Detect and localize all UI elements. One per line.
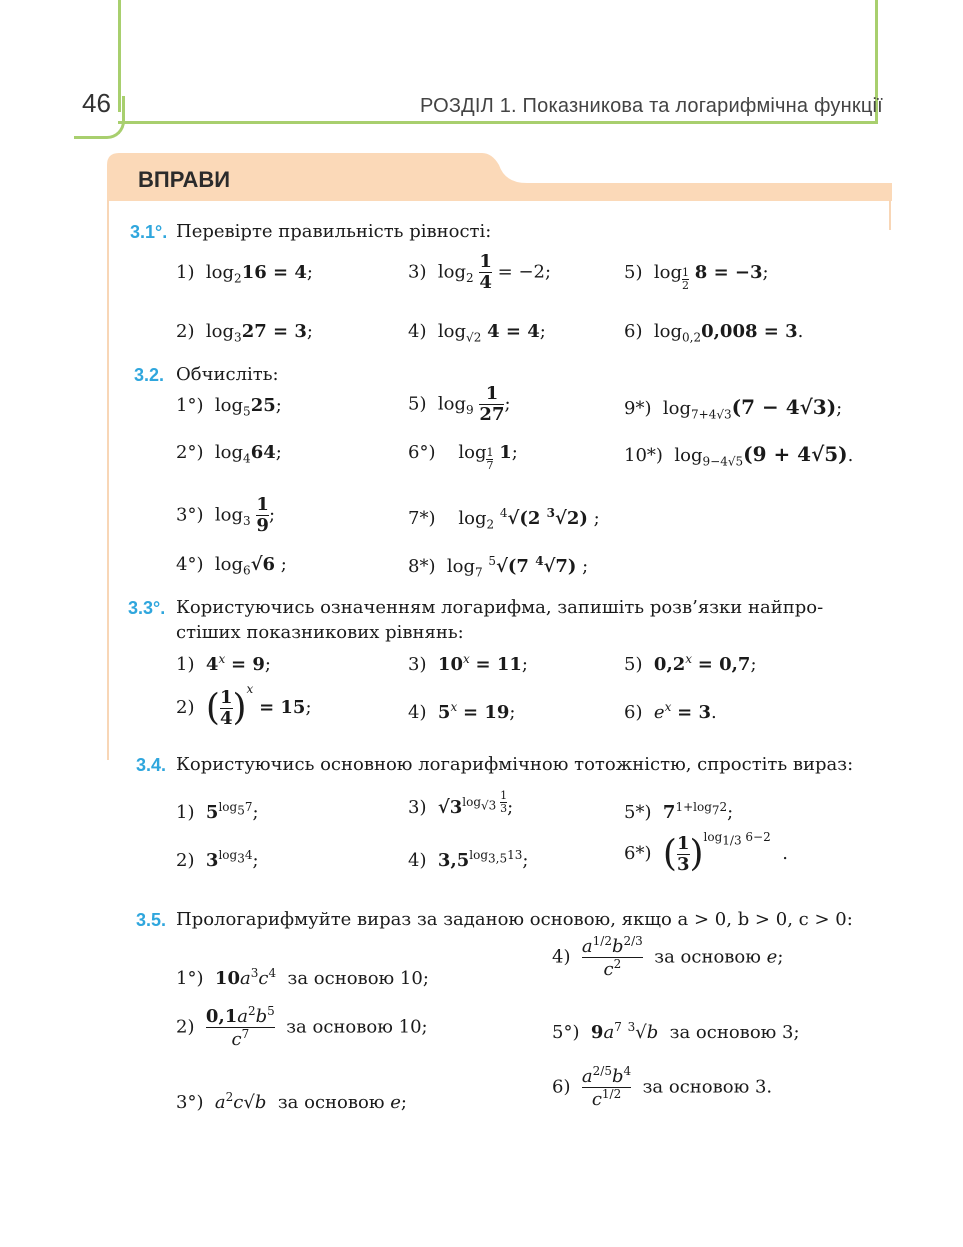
section-title: ВПРАВИ <box>138 167 231 192</box>
exercise-number: 3.2. <box>134 365 165 385</box>
page-frame-horizontal <box>118 121 878 124</box>
exercise-item: 1) $\log_216 = 4$; <box>176 262 313 286</box>
exercise-item: 2) $3^{log_34}$; <box>176 848 259 871</box>
exercise-item: 2) ( $\frac{1}{4}$ )$^x$ = 15; <box>176 682 312 729</box>
exercise-item: 5) $\log_9$ $\frac{1}{27}$ ; <box>408 383 511 425</box>
exercise-item: 6*) ( $\frac{1}{3}$ )$^{log_{1/3} 6-2}$ . <box>624 830 788 875</box>
exercise-text: стіших показникових рівнянь: <box>176 622 464 643</box>
exercise-item: 4) $\frac{a^{1/2}b^{2/3}}{c^2}$ за основою e; <box>552 934 784 980</box>
exercise-item: 9*) $\log_{7+4√3}(7 - 4√3)$; <box>624 395 843 422</box>
exercise-text: Користуючись означенням логарифма, запишіть розв’язки найпро- <box>176 597 824 618</box>
exercise-item: 5°) $9a^7$ $^3$√b за основою 3; <box>552 1020 800 1043</box>
exercise-item: 8*) $\log_7 ^5√(7$ $^4$√7) ; <box>408 554 589 580</box>
exercise-text: Прологарифмуйте вираз за заданою основою, якщо a > 0, b > 0, c > 0: <box>176 909 853 930</box>
exercise-item: 10*) $\log_{9-4√5}(9 + 4√5)$. <box>624 442 854 469</box>
exercise-text: Користуючись основною логарифмічною тотожністю, спростіть вираз: <box>176 754 854 775</box>
exercise-item: 4) $3,5^{log_{3,5}13}$; <box>408 848 529 871</box>
exercise-item: 3) $√3^{log_{√3} \frac{1}{3}}$ ; <box>408 789 514 819</box>
exercise-item: 3) $\log_2$ $\frac{1}{4}$ = −2; <box>408 251 552 293</box>
exercise-number: 3.1°. <box>130 222 168 242</box>
exercise-item: 1°) $\log_525$; <box>176 395 282 419</box>
exercise-text: Обчисліть: <box>176 364 279 385</box>
exercise-text: Перевірте правильність рівності: <box>176 221 492 242</box>
page-number: 46 <box>82 88 111 118</box>
exercise-number: 3.3°. <box>128 598 166 618</box>
running-title: РОЗДІЛ 1. Показникова та логарифмічна функції <box>420 95 883 117</box>
section-left-rule <box>107 200 109 760</box>
exercise-item: 4) $\log_{√2} 4 = 4$; <box>408 321 546 345</box>
exercise-item: 6) $\log_{0,2}0,008 = 3$. <box>624 321 804 345</box>
exercise-number: 3.4. <box>136 755 167 775</box>
exercise-item: 7*) $\log_2 ^4√(2$ $^3$√2) ; <box>408 506 600 532</box>
exercise-item: 5) 0,2$^x$ = 0,7; <box>624 652 757 675</box>
exercise-item: 2) $\frac{0,1a^2b^5}{c^7}$ за основою 10; <box>176 1004 428 1050</box>
exercise-item: 4) 5$^x$ = 19; <box>408 700 516 723</box>
exercise-item: 3°) $\log_3$ $\frac{1}{9}$ ; <box>176 494 276 536</box>
exercise-item: 5*) $7^{1+log_72}$; <box>624 800 734 823</box>
exercise-item: 1) $5^{log_57}$; <box>176 800 259 823</box>
exercise-number: 3.5. <box>136 910 167 930</box>
exercise-item: 3) 10$^x$ = 11; <box>408 652 528 675</box>
exercise-item: 1°) $10a^3c^4$ за основою 10; <box>176 966 429 989</box>
exercise-item: 1) 4$^x$ = 9; <box>176 652 271 675</box>
exercise-item: 6°) log $_{\frac{1}{7}}$ 1; <box>408 442 518 472</box>
exercise-item: 5) log $_{\frac{1}{2}}$ 8 = −3; <box>624 262 769 292</box>
exercise-item: 6) $\frac{a^{2/5}b^4}{c^{1/2}}$ за основою 3. <box>552 1064 773 1110</box>
exercise-item: 4°) $\log_6√6$ ; <box>176 554 287 578</box>
exercise-item: 2°) $\log_464$; <box>176 442 282 466</box>
section-right-rule <box>889 200 891 230</box>
exercise-item: 3°) $a^2c√b$ за основою e; <box>176 1090 407 1113</box>
exercise-item: 2) $\log_327 = 3$; <box>176 321 313 345</box>
exercise-item: 6) $e^x = 3$. <box>624 700 717 723</box>
